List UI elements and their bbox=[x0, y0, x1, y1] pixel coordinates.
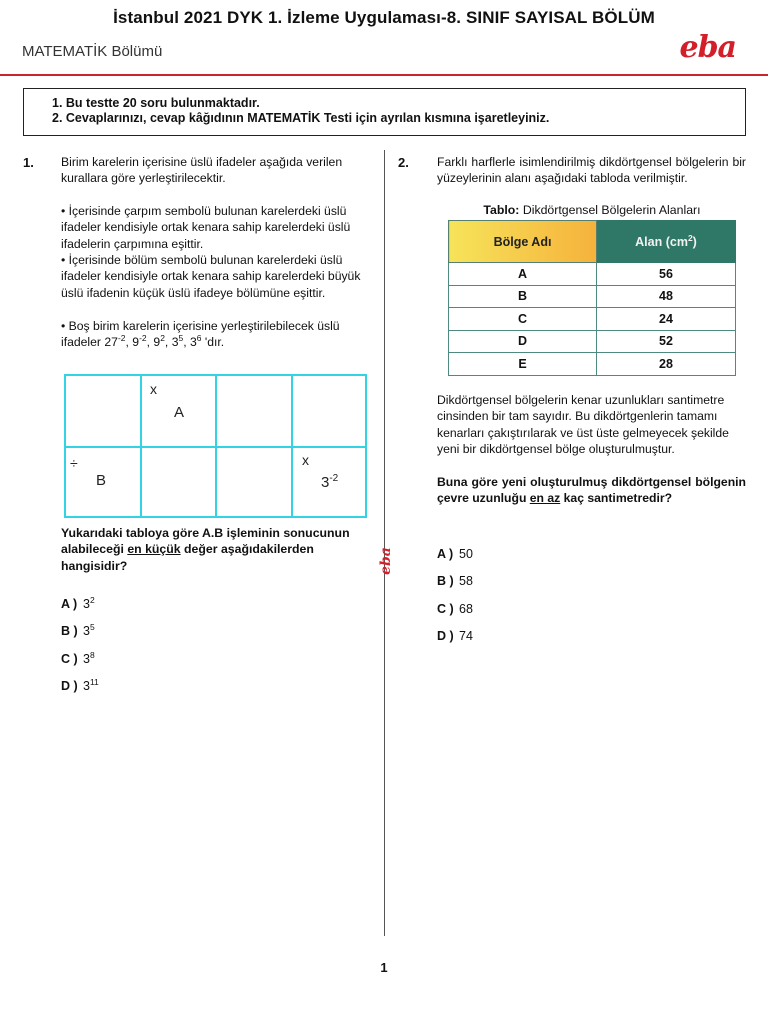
q1-option-d[interactable]: D ) $3^{11}$ bbox=[61, 676, 99, 693]
q1-option-b[interactable]: B ) $3^5$ bbox=[61, 621, 95, 638]
question-1-rule-2: • İçerisinde bölüm sembolü bulunan karelerdeki üslü ifadeler kendisiyle ortak kenara sahip karelerdeki büyük üslü ifadenin küçük üslü ifadeye bölümüne eşittir. bbox=[61, 253, 361, 300]
grid-label-a: A bbox=[174, 404, 185, 421]
eba-side-stamp: eba bbox=[377, 547, 394, 575]
table-row: B 48 bbox=[449, 285, 736, 308]
question-1-rule-3 bbox=[61, 318, 371, 351]
instruction-item: 2. Cevaplarınızı, cevap kâğıdının MATEMATİK Testi için ayrılan kısmına işaretleyiniz. bbox=[52, 111, 550, 125]
area-table bbox=[448, 220, 736, 376]
question-1-rule-1: • İçerisinde çarpım sembolü bulunan karelerdeki üslü ifadeler kendisiyle ortak kenara sahip karelerdeki üslü ifadelerin çarpımına eşittir. bbox=[61, 204, 351, 251]
rule-3-term: $9^2$, bbox=[153, 333, 169, 350]
rule-3-term: $3^6$ bbox=[190, 333, 202, 350]
table-header-area: Alan $(cm^2)$ bbox=[597, 221, 736, 263]
question-1-emphasis: en küçük bbox=[127, 542, 181, 557]
instructions-box bbox=[23, 88, 746, 136]
table-row: E 28 bbox=[449, 353, 736, 376]
page-number: 1 bbox=[380, 960, 388, 975]
grid-times-symbol: x bbox=[302, 452, 309, 468]
q1-option-a[interactable]: A ) $3^2$ bbox=[61, 594, 95, 611]
instruction-item: 1. Bu testte 20 soru bulunmaktadır. bbox=[52, 96, 260, 110]
question-1-intro: Birim karelerin içerisine üslü ifadeler aşağıda verilen kurallara göre yerleştirilecektir. bbox=[61, 155, 343, 186]
grid-label-b: B bbox=[96, 472, 107, 489]
table-row: C 24 bbox=[449, 308, 736, 331]
rule-3-term: $3^5$, bbox=[171, 333, 187, 350]
question-2-intro: Farklı harflerle isimlendirilmiş dikdörtgensel bölgelerin bir yüzeylerinin alanı aşağıdaki tabloda verilmiştir. bbox=[437, 155, 746, 186]
exponent-grid bbox=[64, 374, 367, 518]
subject-label: MATEMATİK Bölümü bbox=[22, 43, 163, 60]
table-header-region: Bölge Adı bbox=[449, 221, 597, 263]
question-2-number: 2. bbox=[398, 155, 409, 170]
table-caption: Tablo: Dikdörtgensel Bölgelerin Alanları bbox=[483, 203, 701, 217]
q2-option-a[interactable]: A ) 50 bbox=[437, 547, 473, 561]
q2-option-c[interactable]: C ) 68 bbox=[437, 602, 473, 616]
question-2-body: Dikdörtgensel bölgelerin kenar uzunlukları santimetre cinsinden bir tam sayıdır. Bu dikdörtgenlerin tamamı kenarları çakıştırılarak ve üst üste gelmeyecek şekilde yeni bir dikdörtgensel bölge oluşturulmuştur. bbox=[437, 393, 729, 456]
question-1-number: 1. bbox=[23, 155, 34, 170]
eba-logo: eba bbox=[679, 30, 736, 65]
table-row: D 52 bbox=[449, 330, 736, 353]
question-2-emphasis: en az bbox=[529, 491, 561, 506]
column-divider bbox=[384, 150, 385, 936]
rule-3-term: $9^{-2}$, bbox=[132, 333, 151, 350]
q2-option-b[interactable]: B ) 58 bbox=[437, 574, 473, 588]
question-2-prompt: Buna göre yeni oluşturulmuş dikdörtgensel bölgenin çevre uzunluğu en az kaç santimetredir? bbox=[437, 475, 746, 506]
header-divider bbox=[0, 74, 768, 76]
grid-times-symbol: x bbox=[150, 381, 157, 397]
rule-3-suffix: 'dır. bbox=[204, 335, 225, 350]
rule-3-term: $27^{-2}$, bbox=[104, 333, 129, 350]
question-1-prompt: Yukarıdaki tabloya göre A.B işleminin sonucunun alabileceği en küçük değer aşağıdakilerden hangisidir? bbox=[61, 526, 350, 573]
rule-3-prefix: • Boş birim karelerin içerisine yerleştirilebilecek üslü ifadeler bbox=[61, 319, 340, 350]
grid-line bbox=[66, 446, 365, 448]
q1-option-c[interactable]: C ) $3^8$ bbox=[61, 649, 95, 666]
q2-option-d[interactable]: D ) 74 bbox=[437, 629, 473, 643]
table-row: A 56 bbox=[449, 263, 736, 286]
grid-divide-symbol: ÷ bbox=[70, 455, 78, 471]
page-title: İstanbul 2021 DYK 1. İzleme Uygulaması-8. SINIF SAYISAL BÖLÜM bbox=[113, 8, 655, 27]
grid-cell-value: $3^{-2}$ bbox=[321, 473, 339, 491]
